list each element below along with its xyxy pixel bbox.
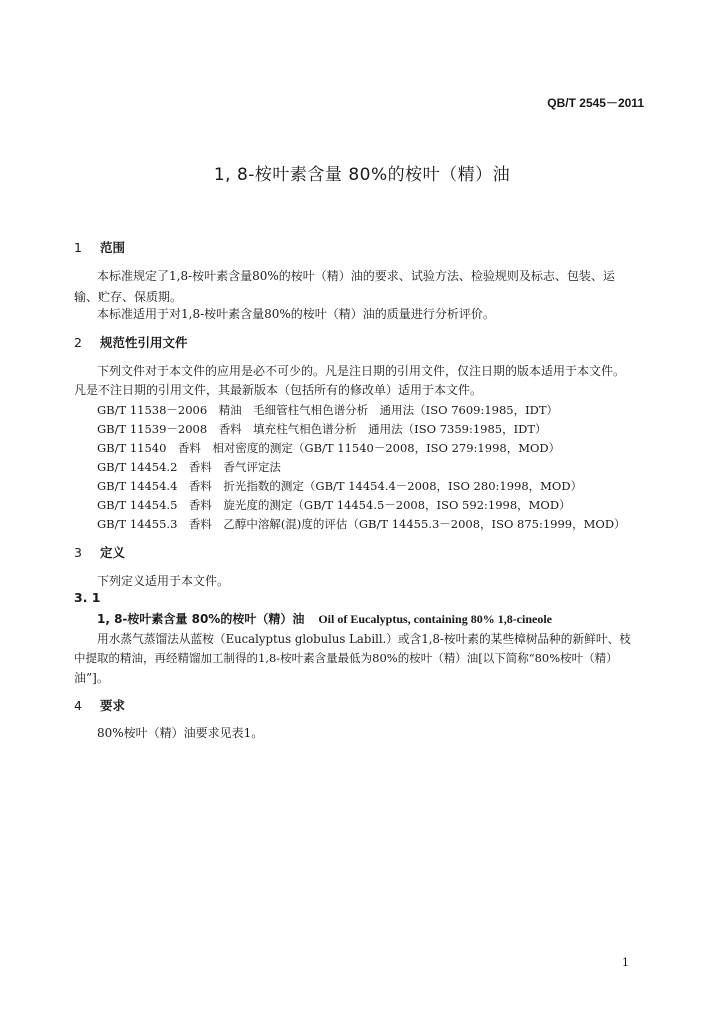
definition-line: 油”]。 bbox=[74, 671, 109, 685]
paragraph-line: 本标准适用于对1,8-桉叶素含量80%的桉叶（精）油的质量进行分析评价。 bbox=[97, 307, 495, 321]
paragraph-line: 本标准规定了1,8-桉叶素含量80%的桉叶（精）油的要求、试验方法、检验规则及标志、包装、运 bbox=[97, 269, 615, 283]
section-number: 1 bbox=[74, 240, 82, 255]
term-chinese: 1, 8-桉叶素含量 80%的桉叶（精）油 bbox=[97, 612, 305, 626]
paragraph-line: 凡是不注日期的引用文件，其最新版本（包括所有的修改单）适用于本文件。 bbox=[74, 383, 483, 397]
paragraph-line: 输、贮存、保质期。 bbox=[74, 290, 183, 304]
section-number: 2 bbox=[74, 335, 82, 350]
definition-line: 中提取的精油，再经精馏加工制得的1,8-桉叶素含量最低为80%的桉叶（精）油[以下简称“80%桉叶（精） bbox=[74, 651, 618, 665]
reference-item: GB/T 14454.5 香料 旋光度的测定（GB/T 14454.5－2008，ISO 592:1998，MOD） bbox=[97, 498, 571, 512]
definition-line: 用水蒸气蒸馏法从蓝桉（Eucalyptus globulus Labill.）或含1,8-桉叶素的某些樟树品种的新鲜叶、枝 bbox=[97, 632, 631, 646]
section-number: 4 bbox=[74, 698, 82, 713]
definition-term bbox=[97, 610, 552, 627]
page-number: 1 bbox=[622, 956, 629, 969]
section-2-heading bbox=[74, 333, 188, 351]
section-title: 定义 bbox=[100, 545, 126, 560]
section-title: 范围 bbox=[100, 240, 126, 255]
reference-item: GB/T 14455.3 香料 乙醇中溶解(混)度的评估（GB/T 14455.3－2008，ISO 875:1999，MOD） bbox=[97, 517, 626, 531]
paragraph-line: 80%桉叶（精）油要求见表1。 bbox=[97, 726, 264, 740]
reference-item: GB/T 14454.2 香料 香气评定法 bbox=[97, 460, 281, 474]
subsection-number: 3. 1 bbox=[74, 590, 101, 605]
reference-item: GB/T 14454.4 香料 折光指数的测定（GB/T 14454.4－2008，ISO 280:1998，MOD） bbox=[97, 479, 583, 493]
standard-code: QB/T 2545－2011 bbox=[547, 96, 644, 110]
document-title: 1, 8-桉叶素含量 80%的桉叶（精）油 bbox=[213, 165, 511, 185]
section-number: 3 bbox=[74, 545, 82, 560]
section-4-heading bbox=[74, 696, 125, 714]
reference-item: GB/T 11538－2006 精油 毛细管柱气相色谱分析 通用法（ISO 7609:1985，IDT） bbox=[97, 403, 559, 417]
section-title: 要求 bbox=[100, 698, 126, 713]
reference-item: GB/T 11540 香料 相对密度的测定（GB/T 11540－2008，ISO 279:1998，MOD） bbox=[97, 441, 561, 455]
section-title: 规范性引用文件 bbox=[100, 335, 188, 350]
paragraph-line: 下列定义适用于本文件。 bbox=[97, 574, 230, 588]
paragraph-line: 下列文件对于本文件的应用是必不可少的。凡是注日期的引用文件，仅注日期的版本适用于本文件。 bbox=[97, 364, 626, 378]
section-3-heading bbox=[74, 543, 125, 561]
term-english: Oil of Eucalyptus, containing 80% 1,8-cineole bbox=[318, 612, 553, 626]
section-1-heading bbox=[74, 238, 125, 256]
reference-item: GB/T 11539－2008 香料 填充柱气相色谱分析 通用法（ISO 7359:1985，IDT） bbox=[97, 422, 547, 436]
